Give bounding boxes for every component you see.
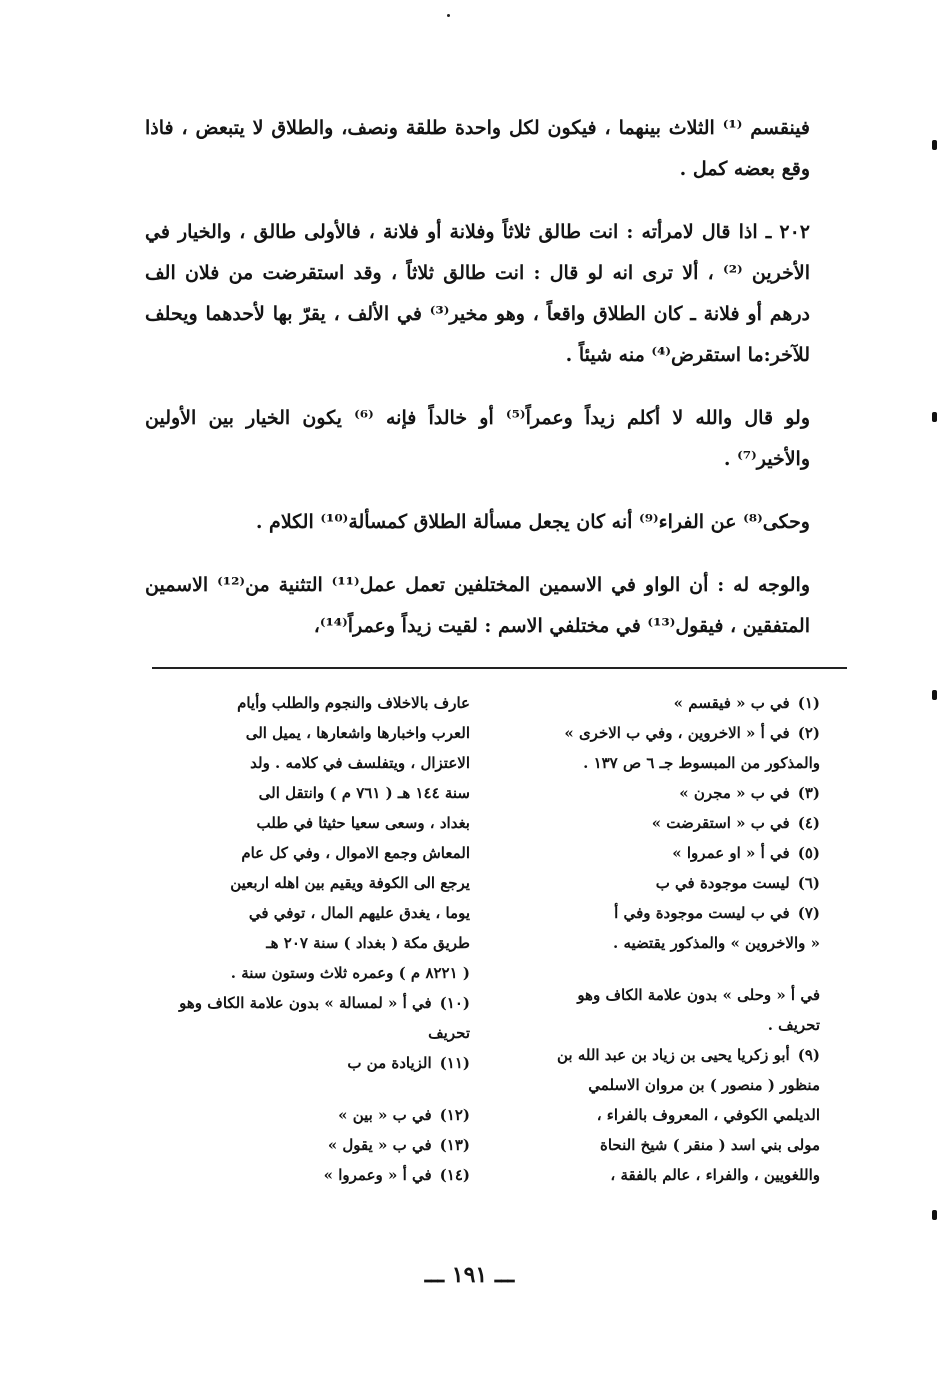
footnote-continuation: « والاخروين » والمذكور يقتضيه . — [613, 934, 820, 952]
footnote-continuation: عارف بالاخلاف والنجوم والطلب وأيام — [237, 694, 470, 712]
footnote-continuation: تحريف — [428, 1024, 470, 1042]
footnote-text: في أ « الاخروين ، وفي ب الاخرى » — [564, 724, 790, 742]
footnote-continuation: يرجع الى الكوفة ويقيم بين اهله اربعين — [230, 874, 470, 892]
footnote-number: (١١) — [439, 1054, 470, 1072]
paragraph-3: ولو قال والله لا أكلم زيداً وعمراً⁽⁵⁾ أو خالداً فإنه ⁽⁶⁾ يكون الخيار بين الأولين والأخير⁽⁷⁾ . — [145, 407, 810, 470]
footnote-continuation: العرب واخبارها واشعارها ، يميل الى — [245, 724, 470, 742]
footnote — [150, 988, 470, 1018]
footnote-text: في ب « استقرضت » — [651, 814, 790, 832]
footnotes-left-column — [150, 688, 470, 1190]
footnote-continuation: الديلمي الكوفي ، المعروف بالفراء ، — [596, 1106, 820, 1124]
footnote-text: في ب « يقول » — [327, 1136, 432, 1154]
footnote — [150, 1100, 470, 1130]
footnote-gap — [512, 958, 820, 980]
footnote — [512, 868, 820, 898]
footnote-number: (١٢) — [439, 1106, 470, 1124]
footnote-text: في ب « مجرن » — [679, 784, 790, 802]
footnote-continuation: منظور ( منصور ) بن مروان الاسلمي — [588, 1076, 820, 1094]
footnote-continuation: مولى بني اسد ( منقر ) شيخ النحاة — [600, 1136, 820, 1154]
page-number: ـــ ١٩١ ـــ — [424, 1262, 515, 1288]
paragraph-1: فينقسم ⁽¹⁾ الثلاث بينهما ، فيكون لكل واحدة طلقة ونصف، والطلاق لا يتبعض ، فاذا وقع بعضه كمل . — [145, 117, 811, 180]
footnote — [150, 1048, 470, 1078]
footnote-number: (٣) — [797, 784, 820, 802]
footnote — [150, 1130, 470, 1160]
footnote-continuation: والمذكور من المبسوط جـ ٦ ص ١٣٧ . — [583, 754, 820, 772]
footnote — [512, 838, 820, 868]
footnote-text: ليست موجودة في ب — [655, 874, 790, 892]
footnote-continuation: بغداد ، وسعى سعيا حثيثا في طلب — [256, 814, 470, 832]
footnote-number: (٤) — [797, 814, 820, 832]
paragraph-5: والوجه له : أن الواو في الاسمين المختلفين تعمل عمل⁽¹¹⁾ التثنية من⁽¹²⁾ الاسمين المتفقين ، فيقول⁽¹³⁾ في مختلفي الاسم : لقيت زيداً وعمراً⁽¹⁴⁾، — [145, 574, 810, 637]
footnote-text: في أ « وعمروا » — [323, 1166, 432, 1184]
footnote-continuation: طريق مكة ( بغداد ) سنة ٢٠٧ هـ — [266, 934, 470, 952]
footnote-continuation: سنة ١٤٤ هـ ( ٧٦١ م ) وانتقل الى — [258, 784, 470, 802]
main-text — [145, 108, 810, 669]
footnote-number: (١٣) — [439, 1136, 470, 1154]
paragraph-4: وحكى⁽⁸⁾ عن الفراء⁽⁹⁾ أنه كان يجعل مسألة الطلاق كمسألة⁽¹⁰⁾ الكلام . — [255, 511, 810, 533]
footnote-text: أبو زكريا يحيى بن زياد بن عبد الله بن — [557, 1046, 790, 1064]
scan-speck — [447, 14, 450, 17]
footnote — [512, 808, 820, 838]
footnote — [512, 1040, 820, 1070]
footnotes-right-column — [512, 688, 820, 1190]
footnote-text: في أ « او عمروا » — [672, 844, 790, 862]
scan-edge-mark — [932, 1210, 937, 1220]
footnote-continuation: يوما ، يغدق عليهم المال ، توفي في — [248, 904, 470, 922]
footnote-divider — [152, 667, 847, 669]
footnote-text: في أ « لمسالة » بدون علامة الكاف وهو — [179, 994, 432, 1012]
footnote-text: الزيادة من ب — [347, 1054, 432, 1072]
footnote-continuation: المعاش وجمع الاموال ، وفي كل عام — [241, 844, 470, 862]
footnote-continuation: تحريف . — [767, 1016, 820, 1034]
footnote-number: (١٤) — [439, 1166, 470, 1184]
paragraph-2: ٢٠٢ ـ اذا قال لامرأته : انت طالق ثلاثاً وفلانة أو فلانة ، فالأولى طالق ، والخيار في الأخرين ⁽²⁾ ، ألا ترى انه لو قال : انت طالق ثلاثاً ، وقد استقرضت من فلان الف درهم أو فلانة ـ كان الطلاق واقعاً ، وهو مخير⁽³⁾ في الألف ، يقرّ بها لأحدهما ويحلف للآخر:ما استقرض⁽⁴⁾ منه شيئاً . — [145, 221, 810, 366]
footnote — [150, 1160, 470, 1190]
footnote-continuation: واللغويين ، والفراء ، عالم بالفقة ، — [610, 1166, 820, 1184]
footnote — [512, 718, 820, 748]
footnote-number: (١٠) — [439, 994, 470, 1012]
footnote-text: في ب ليست موجودة وفي أ — [614, 904, 790, 922]
footnote — [512, 778, 820, 808]
footnote-number: (١) — [797, 694, 820, 712]
footnote-text: في ب « فيقسم » — [673, 694, 790, 712]
footnote-number: (٦) — [797, 874, 820, 892]
footnote-number: (٧) — [797, 904, 820, 922]
footnote-number: (٢) — [797, 724, 820, 742]
footnote-continuation: في أ « وحلى » بدون علامة الكاف وهو — [577, 986, 820, 1004]
footnote-continuation: ( ٨٢٢١ م ) وعمره ثلاث وستون سنة . — [230, 964, 470, 982]
scan-edge-mark — [932, 412, 937, 422]
footnote-text: في ب « بين » — [338, 1106, 432, 1124]
scan-edge-mark — [932, 690, 937, 700]
footnote-continuation: الاعتزال ، ويتفلسف في كلامه . ولد — [250, 754, 470, 772]
scan-edge-mark — [932, 140, 937, 150]
footnote-number: (٩) — [797, 1046, 820, 1064]
footnote-number: (٥) — [797, 844, 820, 862]
footnote — [512, 898, 820, 928]
footnote — [512, 688, 820, 718]
footnote-gap — [150, 1078, 470, 1100]
